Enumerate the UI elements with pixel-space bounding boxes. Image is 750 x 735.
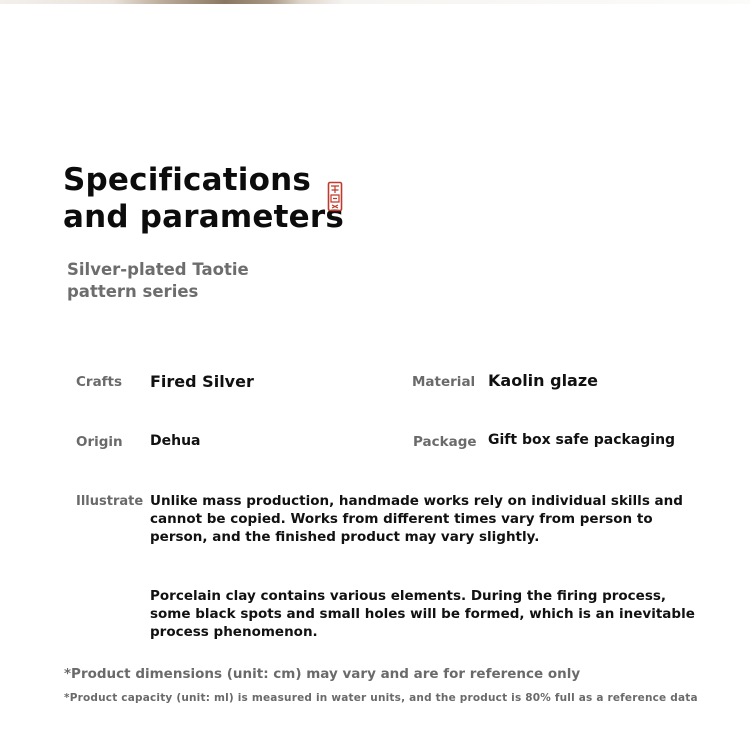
title-line-2: and parameters bbox=[63, 199, 344, 235]
capacity-note: *Product capacity (unit: ml) is measured in water units, and the product is 80% full as a reference data bbox=[64, 692, 698, 704]
subtitle-line-2: pattern series bbox=[67, 282, 199, 301]
page-title bbox=[63, 162, 344, 236]
product-series-subtitle bbox=[67, 259, 249, 303]
crafts-label: Crafts bbox=[76, 374, 123, 390]
seal-stamp-icon bbox=[327, 181, 343, 212]
origin-label: Origin bbox=[76, 434, 123, 450]
paragraph-2-line: some black spots and small holes will be formed, which is an inevitable bbox=[150, 606, 695, 622]
paragraph-1-line: Unlike mass production, handmade works rely on individual skills and bbox=[150, 493, 683, 509]
title-line-1: Specifications bbox=[63, 162, 312, 198]
illustrate-paragraph-1 bbox=[150, 492, 690, 546]
paragraph-1-line: cannot be copied. Works from different times vary from person to bbox=[150, 511, 653, 527]
product-photo-edge bbox=[0, 0, 750, 4]
paragraph-2-line: process phenomenon. bbox=[150, 624, 318, 640]
paragraph-2-line: Porcelain clay contains various elements. During the firing process, bbox=[150, 588, 667, 604]
crafts-value: Fired Silver bbox=[150, 372, 254, 391]
material-label: Material bbox=[412, 374, 476, 390]
origin-value: Dehua bbox=[150, 433, 201, 449]
illustrate-paragraph-2 bbox=[150, 587, 695, 641]
subtitle-line-1: Silver-plated Taotie bbox=[67, 260, 249, 279]
paragraph-1-line: person, and the finished product may vary slightly. bbox=[150, 529, 540, 545]
dimensions-note: *Product dimensions (unit: cm) may vary and are for reference only bbox=[64, 666, 581, 682]
package-label: Package bbox=[413, 434, 477, 450]
package-value: Gift box safe packaging bbox=[488, 432, 676, 448]
illustrate-label: Illustrate bbox=[76, 494, 144, 509]
material-value: Kaolin glaze bbox=[488, 371, 599, 390]
